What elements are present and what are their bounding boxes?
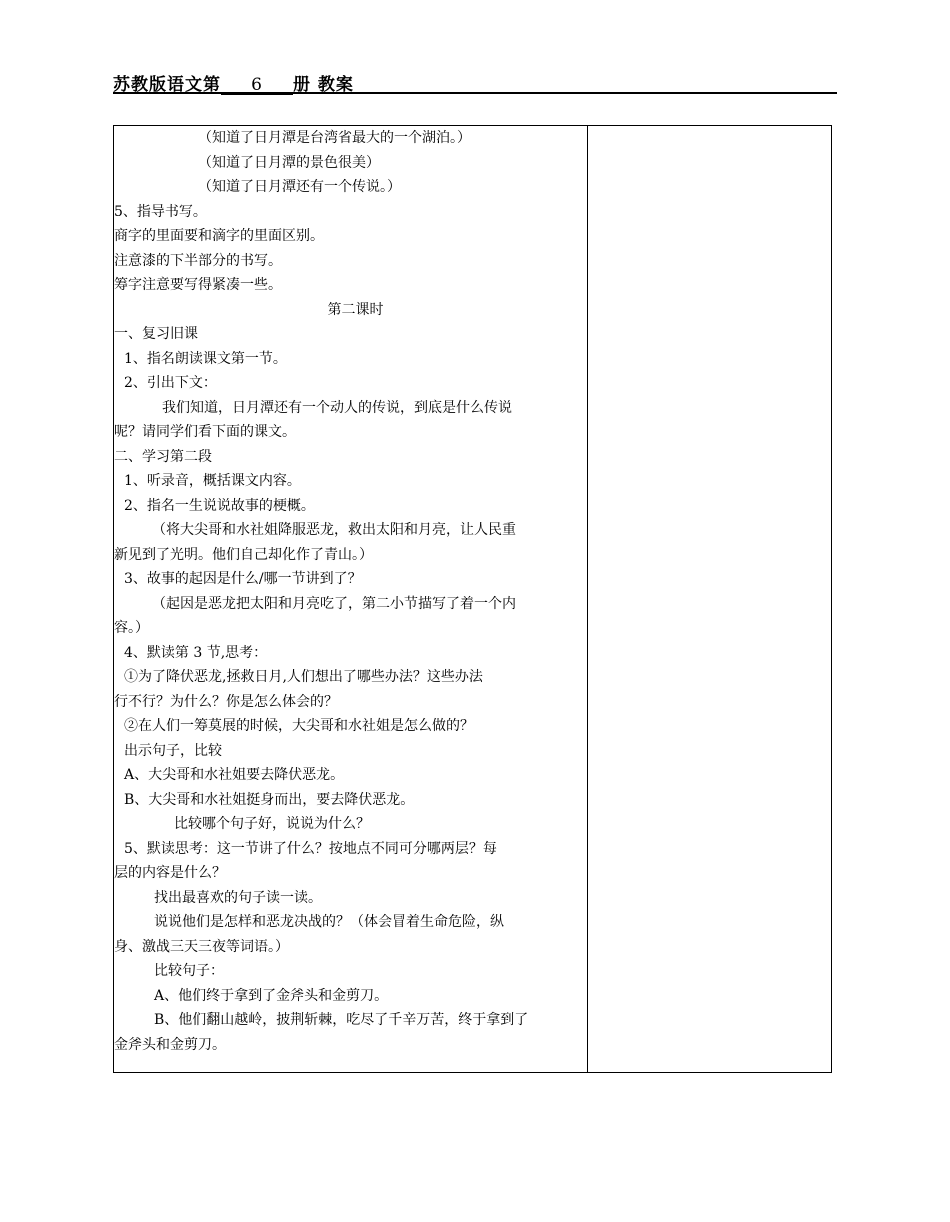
content-line: 筹字注意要写得紧凑一些。 xyxy=(114,277,282,293)
title-suffix: 册 教案 xyxy=(293,75,354,95)
content-line: 找出最喜欢的句子读一读。 xyxy=(154,889,322,906)
content-line: 一、复习旧课 xyxy=(114,326,198,342)
content-line: 新见到了光明。他们自己却化作了青山。） xyxy=(114,546,373,563)
content-line: A、大尖哥和水社姐要去降伏恶龙。 xyxy=(124,767,345,783)
content-line: 2、引出下文： xyxy=(124,375,217,391)
content-line: 5、指导书写。 xyxy=(114,203,207,220)
notes-cell xyxy=(588,126,832,1073)
content-line: 二、学习第二段 xyxy=(114,448,212,465)
volume-number: 6 xyxy=(221,76,293,95)
content-line: 说说他们是怎样和恶龙决战的？（体会冒着生命危险，纵 xyxy=(154,914,504,930)
content-line: （知道了日月潭是台湾省最大的一个湖泊。） xyxy=(198,130,471,146)
page-title xyxy=(113,70,354,95)
content-line: 4、默读第 3 节,思考： xyxy=(124,644,268,661)
content-line: 1、指名朗读课文第一节。 xyxy=(124,350,287,367)
content-line: 2、指名一生说说故事的梗概。 xyxy=(124,497,315,514)
content-line: （知道了日月潭还有一个传说。） xyxy=(198,179,401,195)
lesson-content xyxy=(114,126,587,1057)
content-line: B、大尖哥和水社姐挺身而出，要去降伏恶龙。 xyxy=(124,791,415,808)
content-line: 5、默读思考：这一节讲了什么？按地点不同可分哪两层？每 xyxy=(124,840,497,857)
page-header xyxy=(113,70,837,94)
content-line: 行不行？为什么？你是怎么体会的？ xyxy=(114,693,338,710)
lesson-content-cell xyxy=(114,126,588,1073)
content-line: 商字的里面要和滴字的里面区别。 xyxy=(114,228,324,244)
section-heading: 第二课时 xyxy=(327,301,384,318)
content-line: B、他们翻山越岭，披荆斩棘，吃尽了千辛万苦，终于拿到了 xyxy=(154,1012,529,1028)
content-line: 金斧头和金剪刀。 xyxy=(114,1036,226,1053)
content-line: 3、故事的起因是什么/哪一节讲到了？ xyxy=(124,571,362,587)
content-line: ①为了降伏恶龙,拯救日月,人们想出了哪些办法？这些办法 xyxy=(124,669,483,685)
content-line: 比较哪个句子好，说说为什么？ xyxy=(174,816,370,832)
content-line: （知道了日月潭的景色很美） xyxy=(198,154,380,171)
content-line: 注意漆的下半部分的书写。 xyxy=(114,252,282,269)
content-line: 容。） xyxy=(114,620,149,636)
content-line: 我们知道，日月潭还有一个动人的传说，到底是什么传说 xyxy=(162,399,512,416)
content-line: A、他们终于拿到了金斧头和金剪刀。 xyxy=(154,987,389,1004)
content-line: ②在人们一筹莫展的时候，大尖哥和水社姐是怎么做的？ xyxy=(124,718,474,734)
content-line: 层的内容是什么？ xyxy=(114,865,226,881)
content-line: 呢？请同学们看下面的课文。 xyxy=(114,424,296,440)
content-line: （起因是恶龙把太阳和月亮吃了，第二小节描写了着一个内 xyxy=(152,595,516,612)
content-line: 出示句子，比较 xyxy=(124,742,222,759)
table-row xyxy=(114,126,832,1073)
title-prefix: 苏教版语文第 xyxy=(113,75,221,95)
content-line: （将大尖哥和水社姐降服恶龙，救出太阳和月亮，让人民重 xyxy=(152,522,516,538)
content-line: 身、激战三天三夜等词语。） xyxy=(114,938,289,955)
content-line: 1、听录音，概括课文内容。 xyxy=(124,473,301,489)
content-line: 比较句子： xyxy=(154,963,224,979)
lesson-plan-table xyxy=(113,125,832,1073)
